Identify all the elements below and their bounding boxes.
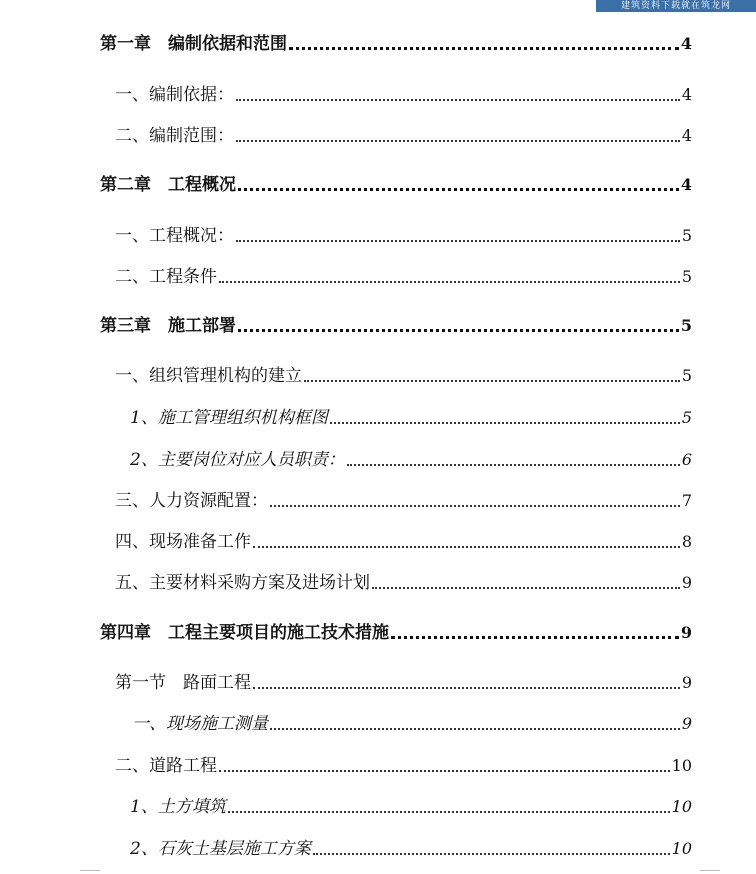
toc-page-number: 10: [671, 756, 692, 775]
dot-leader: [219, 770, 670, 772]
toc-page-number: 9: [681, 673, 692, 692]
toc-label: 三、人力资源配置：: [115, 491, 268, 511]
toc-page-number: 5: [681, 267, 692, 286]
toc-chapter-4[interactable]: [100, 620, 692, 644]
toc-label: 二、编制范围：: [115, 126, 234, 146]
toc-section-3-4[interactable]: [115, 529, 692, 553]
dot-leader: [270, 728, 680, 730]
toc-page-number: 5: [681, 408, 692, 427]
dot-leader: [236, 240, 680, 242]
toc-subsection-3-1-1[interactable]: [130, 405, 692, 429]
toc-chapter-3[interactable]: [100, 313, 692, 337]
toc-page-number: 4: [680, 34, 692, 53]
toc-label: 一、现场施工测量: [132, 714, 268, 734]
toc-chapter-1[interactable]: [100, 31, 692, 55]
dot-leader: [236, 140, 680, 142]
toc-page-number: 4: [680, 175, 692, 194]
toc-chapter-2[interactable]: [100, 172, 692, 196]
toc-label: 一、工程概况：: [115, 226, 234, 246]
toc-label: 第一节 路面工程: [115, 673, 251, 693]
page-corner-mark: [700, 870, 720, 871]
toc-page-number: 10: [671, 839, 692, 858]
toc-section-2-1[interactable]: [115, 223, 692, 247]
dot-leader: [289, 47, 679, 50]
toc-page-number: 8: [681, 532, 692, 551]
dot-leader: [270, 505, 680, 507]
toc-page-number: 9: [681, 714, 692, 733]
toc-subsection-4-2-1[interactable]: [130, 794, 692, 818]
toc-page-number: 10: [671, 797, 692, 816]
dot-leader: [253, 687, 680, 689]
toc-label: 2、主要岗位对应人员职责：: [130, 450, 345, 470]
toc-label: 第一章 编制依据和范围: [100, 34, 287, 54]
dot-leader: [238, 329, 679, 332]
toc-label: 二、工程条件: [115, 267, 217, 287]
toc-section-1-1[interactable]: [115, 82, 692, 106]
dot-leader: [238, 188, 679, 191]
toc-label: 1、土方填筑: [130, 797, 226, 817]
toc-page-number: 5: [680, 316, 692, 335]
toc-section-4-1[interactable]: [115, 670, 692, 694]
dot-leader: [347, 464, 680, 466]
dot-leader: [219, 281, 680, 283]
toc-page-number: 5: [681, 226, 692, 245]
toc-section-3-3[interactable]: [115, 488, 692, 512]
toc-section-3-5[interactable]: [115, 570, 692, 594]
watermark-badge: 建筑资料下载就在筑龙网: [596, 0, 756, 12]
toc-page-number: 7: [681, 491, 692, 510]
dot-leader: [313, 853, 670, 855]
toc-label: 1、施工管理组织机构框图: [130, 408, 328, 428]
dot-leader: [330, 422, 680, 424]
dot-leader: [253, 546, 680, 548]
toc-page-number: 4: [681, 126, 692, 145]
dot-leader: [304, 380, 680, 382]
toc-label: 第四章 工程主要项目的施工技术措施: [100, 623, 389, 643]
toc-page-number: 4: [681, 85, 692, 104]
toc-subsection-4-2-2[interactable]: [130, 836, 692, 860]
toc-page-number: 5: [681, 366, 692, 385]
dot-leader: [228, 811, 670, 813]
toc-section-2-2[interactable]: [115, 264, 692, 288]
toc-section-3-1[interactable]: [115, 363, 692, 387]
toc-page-number: 9: [680, 623, 692, 642]
toc-section-4-2[interactable]: [115, 753, 692, 777]
toc-page-number: 6: [681, 450, 692, 469]
page-corner-mark: [80, 870, 100, 871]
dot-leader: [372, 587, 680, 589]
toc-label: 第二章 工程概况: [100, 175, 236, 195]
toc-subsection-4-1-1[interactable]: [132, 711, 692, 735]
toc-label: 一、编制依据：: [115, 85, 234, 105]
toc-label: 第三章 施工部署: [100, 316, 236, 336]
toc-label: 2、石灰土基层施工方案: [130, 839, 311, 859]
dot-leader: [236, 99, 680, 101]
toc-section-1-2[interactable]: [115, 123, 692, 147]
toc-page-number: 9: [681, 573, 692, 592]
toc-label: 一、组织管理机构的建立: [115, 366, 302, 386]
toc-subsection-3-1-2[interactable]: [130, 447, 692, 471]
toc-label: 四、现场准备工作: [115, 532, 251, 552]
toc-label: 二、道路工程: [115, 756, 217, 776]
dot-leader: [391, 636, 679, 639]
toc-label: 五、主要材料采购方案及进场计划: [115, 573, 370, 593]
